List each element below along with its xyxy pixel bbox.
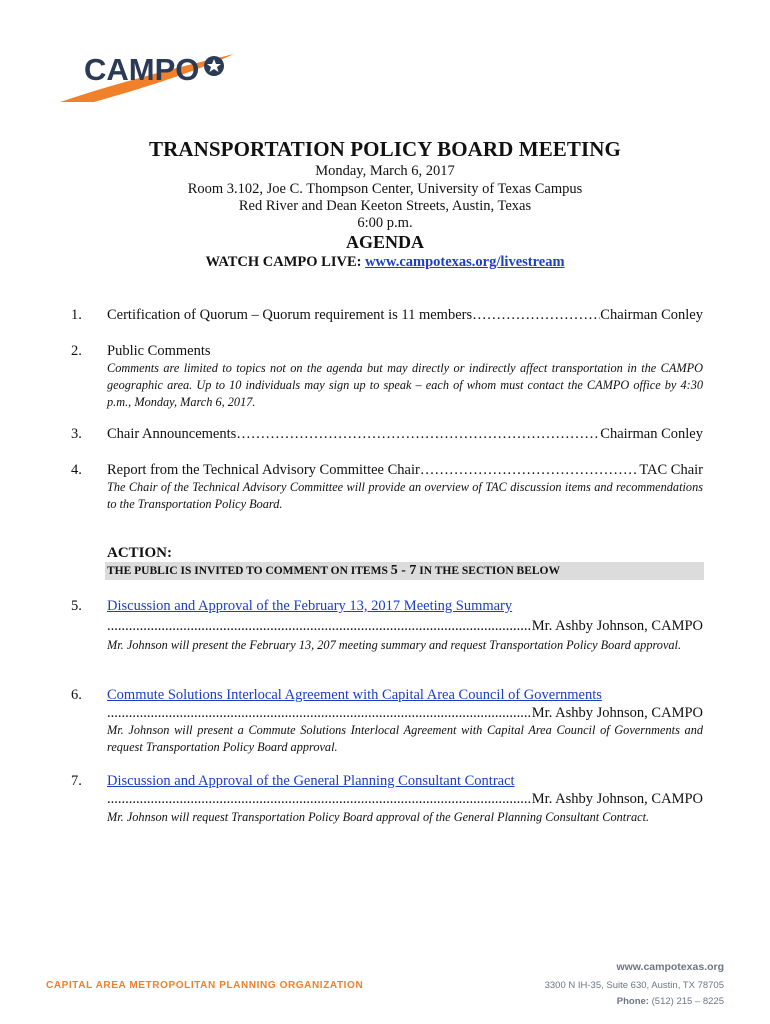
item-title: Chair Announcements <box>107 426 237 442</box>
meeting-time: 6:00 p.m. <box>357 215 413 231</box>
agenda-item-1 <box>107 307 703 324</box>
item-number: 4. <box>71 462 82 478</box>
item-description: Mr. Johnson will present the February 13, 207 meeting summary and request Transportation Policy Board approval. <box>107 638 682 652</box>
leader-dots <box>107 705 532 722</box>
leader-dots <box>420 462 639 479</box>
item-presenter: Mr. Ashby Johnson, CAMPO <box>531 791 703 807</box>
banner-range: 5 - 7 <box>390 563 417 578</box>
item-number: 6. <box>71 687 82 703</box>
leader-dots <box>236 426 600 443</box>
item-title: Certification of Quorum – Quorum requirement is 11 members <box>107 307 473 323</box>
meeting-streets: Red River and Dean Keeton Streets, Austin, Texas <box>238 198 532 214</box>
agenda-heading: AGENDA <box>345 232 424 252</box>
item-number: 3. <box>71 426 82 442</box>
campo-logo <box>54 44 239 106</box>
phone-number: (512) 215 – 8225 <box>648 996 724 1007</box>
agenda-item-4 <box>107 462 703 479</box>
meeting-room: Room 3.102, Joe C. Thompson Center, University of Texas Campus <box>187 181 583 197</box>
item-presenter: Mr. Ashby Johnson, CAMPO <box>531 618 703 634</box>
leader-dots <box>107 791 532 808</box>
watch-live <box>0 254 770 271</box>
meeting-summary-link[interactable]: Discussion and Approval of the February 13, 2017 Meeting Summary <box>107 598 513 614</box>
presenter-line <box>107 791 703 808</box>
item-number: 7. <box>71 773 82 789</box>
public-comment-banner <box>105 562 704 580</box>
livestream-link[interactable]: www.campotexas.org/livestream <box>365 254 565 270</box>
footer-phone <box>617 996 724 1007</box>
item-description: Mr. Johnson will request Transportation Policy Board approval of the General Planning Consultant Contract. <box>107 810 650 824</box>
item-description: Mr. Johnson will present a Commute Solutions Interlocal Agreement with Capital Area Council of Governments and request Transportation Policy Board approval. <box>107 723 703 754</box>
item-title: Report from the Technical Advisory Committee Chair <box>107 462 420 478</box>
agenda-item-3 <box>107 426 703 443</box>
item-description: The Chair of the Technical Advisory Committee will provide an overview of TAC discussion items and recommendations to the Transportation Policy Board. <box>107 480 703 511</box>
item-link-wrapper <box>107 773 703 790</box>
phone-label: Phone: <box>616 996 649 1007</box>
item-description: Comments are limited to topics not on the agenda but may directly or indirectly affect transportation in the CAMPO geographic area. Up to 10 individuals may sign up to speak – each of whom must contact the CAMPO office by 4:30 p.m., Monday, March 6, 2017. <box>107 361 703 409</box>
item-presenter: Mr. Ashby Johnson, CAMPO <box>531 705 703 721</box>
leader-dots <box>472 307 600 324</box>
item-number: 5. <box>71 598 82 614</box>
item-link-wrapper <box>107 598 703 615</box>
page-title: TRANSPORTATION POLICY BOARD MEETING <box>148 137 621 161</box>
action-heading: ACTION: <box>107 545 173 561</box>
item-number: 2. <box>71 343 82 359</box>
banner-suffix: IN THE SECTION BELOW <box>416 565 560 577</box>
commute-solutions-link[interactable]: Commute Solutions Interlocal Agreement with Capital Area Council of Governments <box>107 687 602 703</box>
leader-dots <box>107 618 532 635</box>
presenter-line <box>107 705 703 722</box>
meeting-date: Monday, March 6, 2017 <box>315 163 455 179</box>
watch-live-label: WATCH CAMPO LIVE: <box>205 254 366 270</box>
footer-website[interactable]: www.campotexas.org <box>616 961 724 973</box>
item-presenter: TAC Chair <box>639 462 703 478</box>
item-number: 1. <box>71 307 82 323</box>
svg-text:CAMPO: CAMPO <box>84 52 200 87</box>
item-presenter: Chairman Conley <box>600 426 703 442</box>
footer-organization: CAPITAL AREA METROPOLITAN PLANNING ORGANIZATION <box>46 980 364 991</box>
item-link-wrapper <box>107 687 703 704</box>
item-title: Public Comments <box>107 343 211 359</box>
presenter-line <box>107 618 703 635</box>
footer-address: 3300 N IH-35, Suite 630, Austin, TX 78705 <box>544 980 724 991</box>
banner-prefix: THE PUBLIC IS INVITED TO COMMENT ON ITEMS <box>107 565 391 577</box>
consultant-contract-link[interactable]: Discussion and Approval of the General Planning Consultant Contract <box>107 773 515 789</box>
item-presenter: Chairman Conley <box>600 307 703 323</box>
